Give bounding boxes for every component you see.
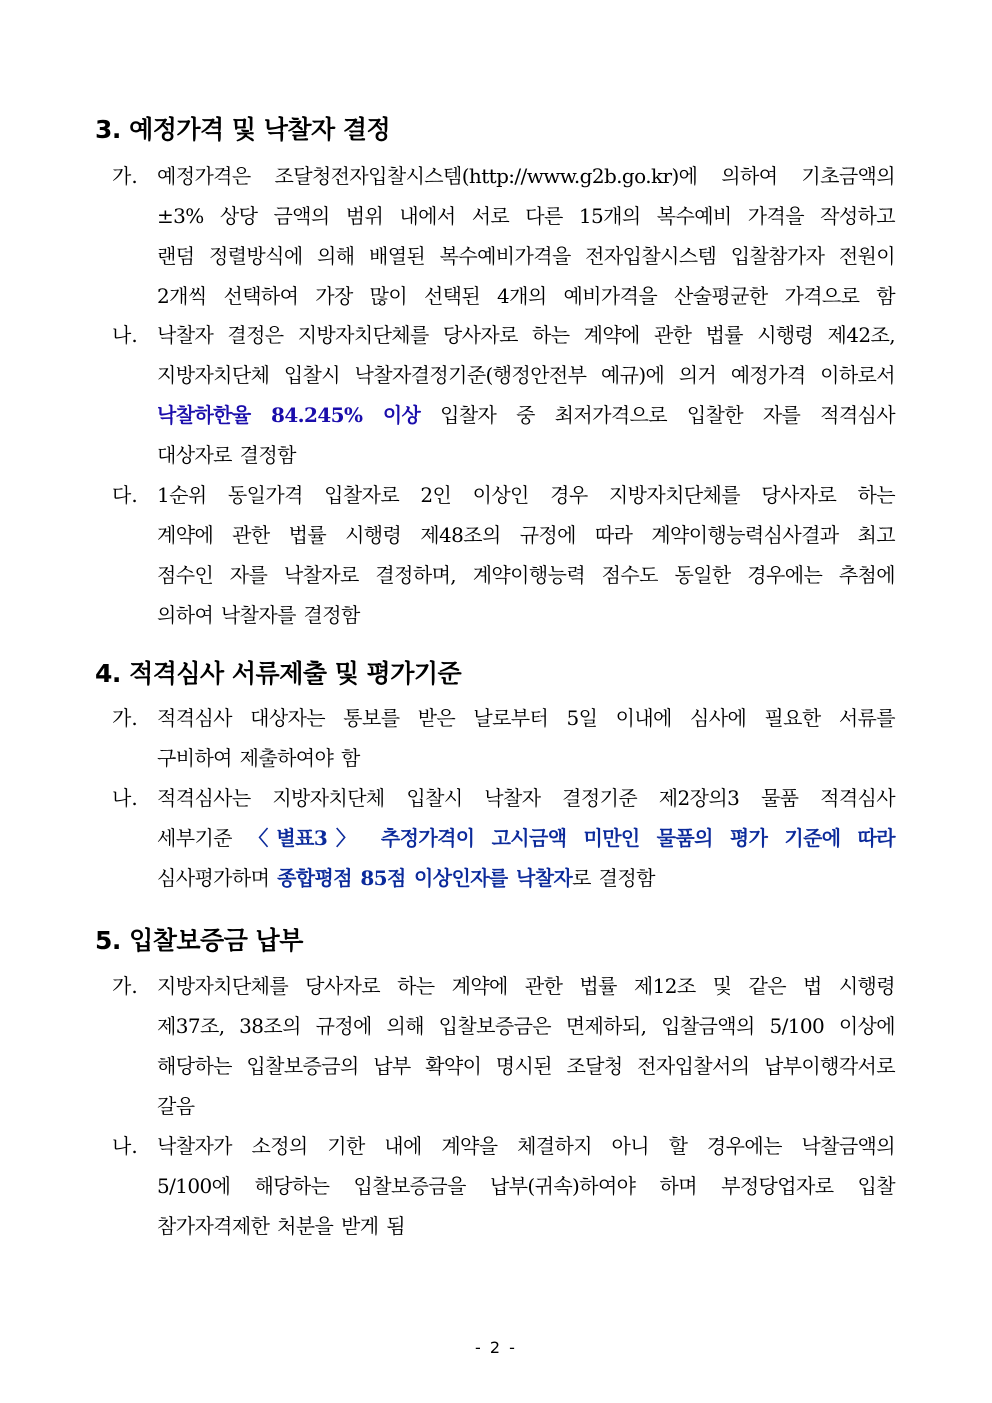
item-marker: 나.: [112, 1134, 138, 1158]
item-line: ±3% 상당 금액의 범위 내에서 서로 다른 15개의 복수예비 가격을 작성하고: [157, 204, 895, 228]
highlight-text: 〈별표3〉 추정가격이 고시금액 미만인 물품의 평가 기준에 따라: [248, 826, 895, 850]
item-line: 낙찰자 결정은 지방자치단체를 당사자로 하는 계약에 관한 법률 시행령 제42조,: [157, 323, 895, 347]
item-marker: 가.: [112, 164, 138, 188]
item-line: 5/100에 해당하는 입찰보증금을 납부(귀속)하여야 하며 부정당업자로 입찰: [157, 1174, 895, 1198]
item-line: 지방자치단체 입찰시 낙찰자결정기준(행정안전부 예규)에 의거 예정가격 이하로서: [157, 363, 895, 387]
item-line: 예정가격은 조달청전자입찰시스템(http://www.g2b.go.kr)에 의하여 기초금액의: [157, 164, 895, 188]
item-line: 랜덤 정렬방식에 의해 배열된 복수예비가격을 전자입찰시스템 입찰참가자 전원이: [157, 244, 895, 268]
item-line: [157, 405, 895, 425]
item-line: 대상자로 결정함: [157, 443, 296, 467]
line-text: 로 결정함: [572, 866, 655, 890]
item-line: [157, 868, 895, 888]
item-marker: 가.: [112, 706, 138, 730]
line-text: 세부기준: [157, 826, 249, 850]
item-line: [157, 828, 895, 848]
section-heading: 4. 적격심사 서류제출 및 평가기준: [95, 659, 462, 688]
item-line: 갈음: [157, 1094, 195, 1118]
item-line: 2개씩 선택하여 가장 많이 선택된 4개의 예비가격을 산술평균한 가격으로 함: [157, 284, 895, 308]
item-line: 적격심사는 지방자치단체 입찰시 낙찰자 결정기준 제2장의3 물품 적격심사: [157, 786, 895, 810]
item-marker: 나.: [112, 786, 138, 810]
item-line: 제37조, 38조의 규정에 의해 입찰보증금은 면제하되, 입찰금액의 5/100 이상에: [157, 1014, 895, 1038]
line-text: 입찰자 중 최저가격으로 입찰한 자를 적격심사: [420, 403, 895, 427]
item-line: 참가자격제한 처분을 받게 됨: [157, 1214, 405, 1238]
item-line: 낙찰자가 소정의 기한 내에 계약을 체결하지 아니 할 경우에는 낙찰금액의: [157, 1134, 895, 1158]
item-line: 적격심사 대상자는 통보를 받은 날로부터 5일 이내에 심사에 필요한 서류를: [157, 706, 895, 730]
section-heading: 5. 입찰보증금 납부: [95, 926, 303, 955]
item-line: 1순위 동일가격 입찰자로 2인 이상인 경우 지방자치단체를 당사자로 하는: [157, 483, 895, 507]
item-marker: 나.: [112, 323, 138, 347]
page-number: - 2 -: [475, 1338, 517, 1357]
item-marker: 다.: [112, 483, 138, 507]
item-line: 점수인 자를 낙찰자로 결정하며, 계약이행능력 점수도 동일한 경우에는 추첨에: [157, 563, 895, 587]
highlight-text: 낙찰하한율 84.245% 이상: [157, 403, 421, 427]
item-line: 계약에 관한 법률 시행령 제48조의 규정에 따라 계약이행능력심사결과 최고: [157, 523, 895, 547]
item-line: 구비하여 제출하여야 함: [157, 746, 360, 770]
item-marker: 가.: [112, 974, 138, 998]
item-line: 지방자치단체를 당사자로 하는 계약에 관한 법률 제12조 및 같은 법 시행령: [157, 974, 895, 998]
item-line: 의하여 낙찰자를 결정함: [157, 603, 360, 627]
highlight-text: 종합평점 85점 이상인자를 낙찰자: [277, 866, 573, 890]
line-text: 심사평가하며: [157, 866, 278, 890]
section-heading: 3. 예정가격 및 낙찰자 결정: [95, 115, 391, 144]
item-line: 해당하는 입찰보증금의 납부 확약이 명시된 조달청 전자입찰서의 납부이행각서로: [157, 1054, 895, 1078]
